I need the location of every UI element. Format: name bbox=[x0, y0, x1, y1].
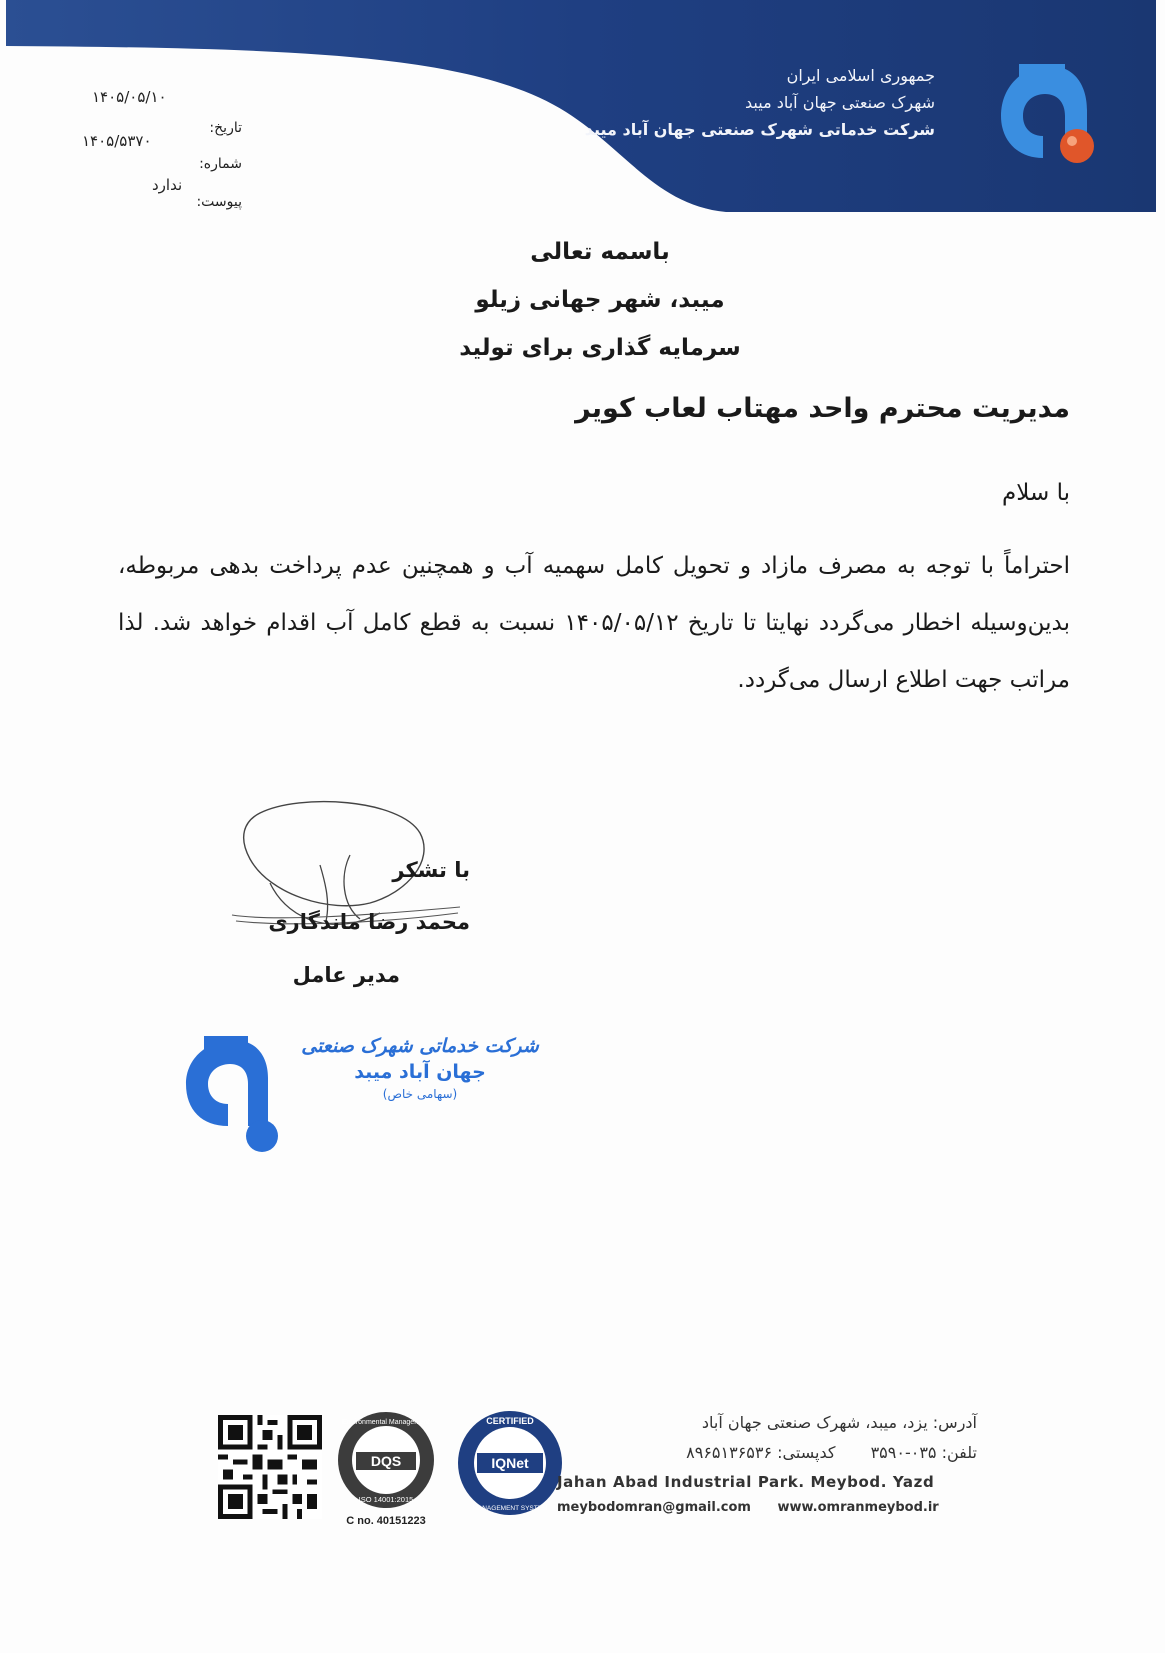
closing: با تشکر bbox=[392, 858, 470, 882]
number-value: ۱۴۰۵/۵۳۷۰ bbox=[82, 132, 152, 150]
iqnet-top-text: CERTIFIED bbox=[486, 1416, 534, 1426]
signer-name: محمد رضا ماندگاری bbox=[268, 910, 470, 934]
slogan-city: میبد، شهر جهانی زیلو bbox=[475, 287, 725, 313]
stamp-line-type: (سهامی خاص) bbox=[382, 1087, 458, 1101]
footer-email[interactable]: meybodomran@gmail.com bbox=[557, 1500, 751, 1515]
iso-bottom-text: ISO 14001:2015 bbox=[358, 1495, 414, 1504]
signer-title: مدیر عامل bbox=[292, 963, 400, 987]
iqnet-bottom-text: MANAGEMENT SYSTEM bbox=[472, 1505, 548, 1512]
qr-code bbox=[218, 1415, 322, 1519]
stamp-line-place: جهان آباد میبد bbox=[354, 1061, 486, 1083]
slogan-investment: سرمایه گذاری برای تولید bbox=[459, 335, 741, 361]
footer-website[interactable]: www.omranmeybod.ir bbox=[777, 1500, 939, 1515]
iso-14001-badge bbox=[330, 1408, 442, 1528]
attachment-value: ندارد bbox=[152, 176, 183, 194]
letter-body: احتراماً با توجه به مصرف مازاد و تحویل کامل سهمیه آب و همچنین عدم پرداخت بدهی مربوطه، بدین‌وسیله اخطار می‌گردد نهایتا تا تاریخ ۱۴۰۵/۰۵/۱۲ نسبت به قطع کامل آب اقدام خواهد شد. لذا مراتب جهت اطلاع ارسال می‌گردد. bbox=[118, 553, 1070, 693]
footer-contact bbox=[557, 1408, 977, 1520]
date-value: ۱۴۰۵/۰۵/۱۰ bbox=[92, 88, 167, 106]
number-label: شماره: bbox=[199, 156, 242, 172]
footer-english-address: Jahan Abad Industrial Park. Meybod. Yazd bbox=[557, 1473, 935, 1491]
recipient: مدیریت محترم واحد مهتاب لعاب کویر bbox=[575, 393, 1070, 424]
company-logo bbox=[995, 58, 1105, 168]
footer-address: آدرس: یزد، میبد، شهرک صنعتی جهان آباد bbox=[701, 1413, 977, 1432]
greeting: با سلام bbox=[1002, 480, 1070, 506]
attachment-label: پیوست: bbox=[196, 194, 242, 210]
header-park: شهرک صنعتی جهان آباد میبد bbox=[745, 93, 935, 112]
iso-top-text: Environmental Management bbox=[342, 1419, 430, 1426]
header-country: جمهوری اسلامی ایران bbox=[786, 66, 935, 85]
header-text-block bbox=[575, 62, 935, 143]
footer-online-row bbox=[557, 1496, 977, 1520]
iqnet-mark-text: IQNet bbox=[491, 1455, 529, 1471]
iqnet-badge bbox=[455, 1408, 565, 1518]
date-label: تاریخ: bbox=[209, 120, 242, 136]
certificate-number: C no. 40151223 bbox=[346, 1515, 426, 1527]
footer-postal-code: کدپستی: ۸۹۶۵۱۳۶۵۳۶ bbox=[686, 1443, 836, 1462]
handwritten-signature bbox=[230, 795, 470, 975]
iso-mark-text: DQS bbox=[370, 1453, 402, 1469]
invocation: باسمه تعالی bbox=[530, 239, 670, 265]
footer-phone: تلفن: ۰۳۵-۳۵۹۰ bbox=[870, 1443, 977, 1462]
stamp-text bbox=[290, 1035, 550, 1101]
stamp-line-company: شرکت خدماتی شهرک صنعتی bbox=[301, 1035, 539, 1057]
heading-block bbox=[300, 228, 900, 372]
footer-phone-row bbox=[557, 1438, 977, 1468]
header-company: شرکت خدماتی شهرک صنعتی جهان آباد میبد bbox=[584, 120, 935, 139]
